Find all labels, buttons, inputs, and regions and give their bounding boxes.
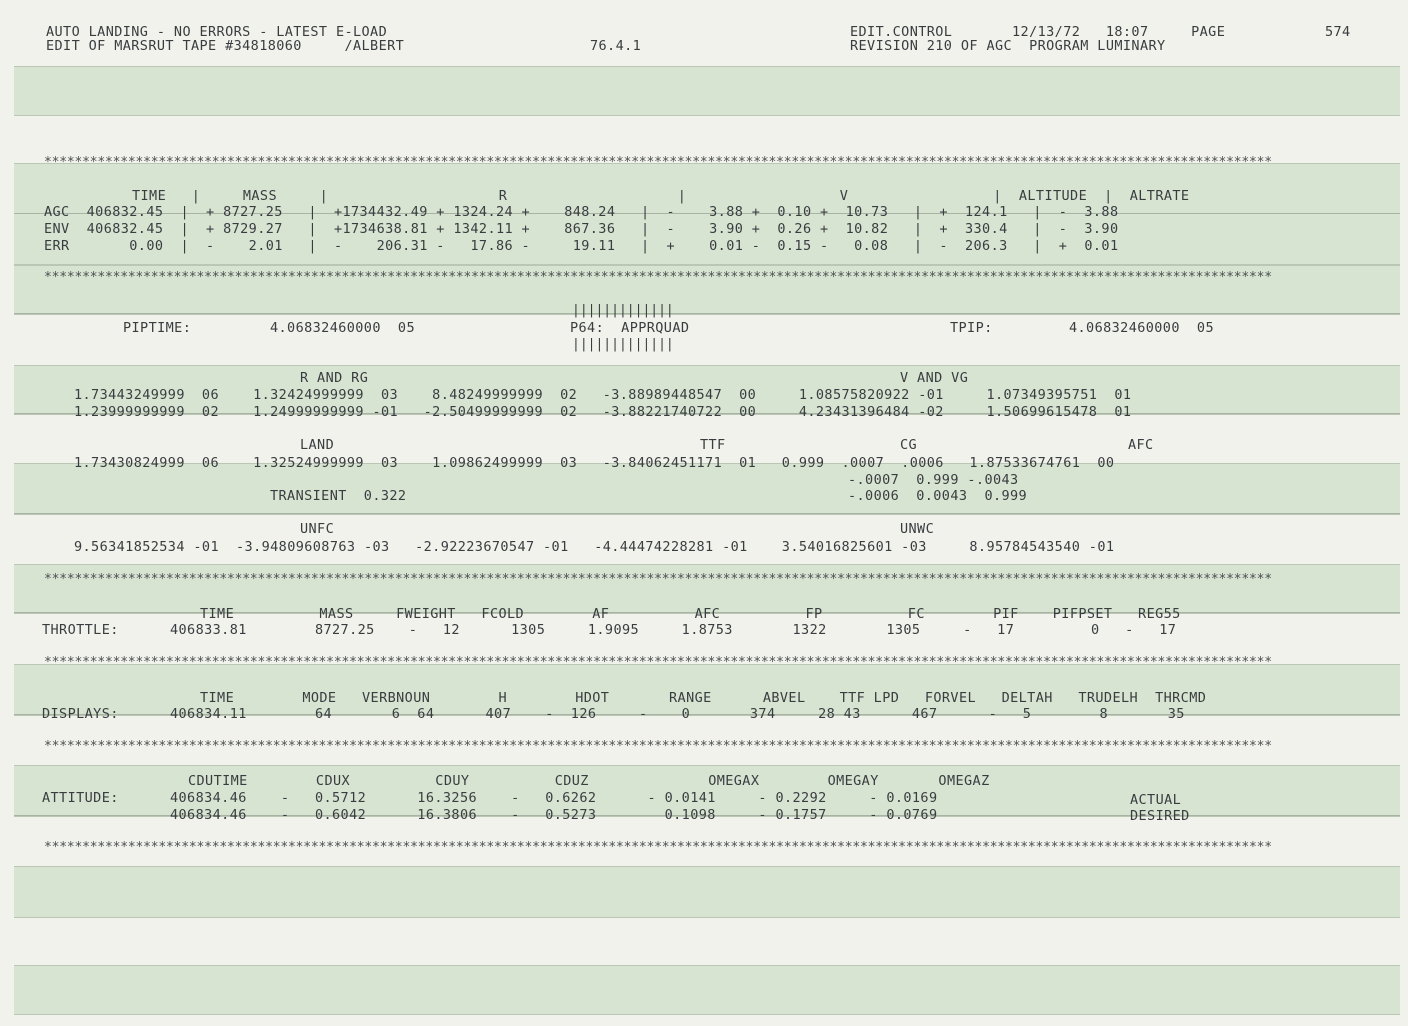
guidance-row-4: 9.56341852534 -01 -3.94809608763 -03 -2.92223670547 -01 -4.44474228281 -01 3.54016825601 -03 8.95784543540 -01 (74, 539, 1115, 555)
land-label: LAND (300, 437, 335, 453)
unwc-label: UNWC (900, 521, 935, 537)
star-separator: ***************************************************************************************************************************************************************** (44, 572, 1272, 587)
displays-values: 406834.11 64 6 64 407 - 126 - 0 374 28 43 467 - 5 8 35 (170, 706, 1185, 722)
v-and-vg-label: V AND VG (900, 370, 969, 386)
throttle-headers: TIME MASS FWEIGHT FCOLD AF AFC FP FC PIF PIFPSET REG55 (200, 606, 1181, 622)
attitude-desired-label: DESIRED (1130, 808, 1190, 824)
star-separator: ***************************************************************************************************************************************************************** (44, 270, 1272, 285)
throttle-label: THROTTLE: (42, 622, 119, 638)
header-title: AUTO LANDING - NO ERRORS - LATEST E-LOAD (46, 24, 388, 40)
tick-marks-top: ||||||||||||| (572, 303, 674, 318)
guidance-row-1: 1.73443249999 06 1.32424999999 03 8.48249999999 02 -3.88989448547 00 1.08575820922 -01 1.07349395751 01 (74, 387, 1132, 403)
header-revision: REVISION 210 OF AGC PROGRAM LUMINARY (850, 38, 1166, 54)
program-label: P64: APPRQUAD (570, 320, 690, 336)
ttf-label: TTF (700, 437, 726, 453)
guidance-row-3: 1.73430824999 06 1.32524999999 03 1.09862499999 03 -3.84062451171 01 0.999 .0007 .0006 1.87533674761 00 (74, 455, 1115, 471)
cg-label: CG (900, 437, 918, 453)
header-edit-control: EDIT.CONTROL 12/13/72 18:07 PAGE (850, 24, 1226, 40)
unfc-label: UNFC (300, 521, 335, 537)
paper-rule (14, 313, 1400, 314)
paper-band (14, 866, 1400, 918)
tpip-label: TPIP: (950, 320, 993, 336)
tick-marks-bottom: ||||||||||||| (572, 337, 674, 352)
state-row-err: ERR 0.00 | - 2.01 | - 206.31 - 17.86 - 19.11 | + 0.01 - 0.15 - 0.08 | - 206.3 | + 0.01 (44, 238, 1119, 254)
displays-headers: TIME MODE VERBNOUN H HDOT RANGE ABVEL TTF LPD FORVEL DELTAH TRUDELH THRCMD (200, 690, 1207, 706)
afc-label: AFC (1128, 437, 1154, 453)
star-separator: ***************************************************************************************************************************************************************** (44, 655, 1272, 670)
page-number: 574 (1325, 24, 1351, 40)
attitude-headers: CDUTIME CDUX CDUY CDUZ OMEGAX OMEGAY OMEGAZ (188, 773, 990, 789)
state-row-agc: AGC 406832.45 | + 8727.25 | +1734432.49 + 1324.24 + 848.24 | - 3.88 + 0.10 + 10.73 | + 124.1 | - 3.88 (44, 204, 1119, 220)
transient-value: TRANSIENT 0.322 (270, 488, 407, 504)
displays-label: DISPLAYS: (42, 706, 119, 722)
throttle-values: 406833.81 8727.25 - 12 1305 1.9095 1.8753 1322 1305 - 17 0 - 17 (170, 622, 1177, 638)
piptime-label: PIPTIME: (123, 320, 192, 336)
attitude-actual-label: ACTUAL (1130, 792, 1182, 808)
star-separator: ***************************************************************************************************************************************************************** (44, 739, 1272, 754)
header-code: 76.4.1 (590, 38, 642, 54)
cg-matrix-row-3: -.0006 0.0043 0.999 (848, 488, 1028, 504)
r-and-rg-label: R AND RG (300, 370, 369, 386)
paper-rule (14, 513, 1400, 514)
star-separator: ***************************************************************************************************************************************************************** (44, 155, 1272, 170)
piptime-value: 4.06832460000 05 (270, 320, 415, 336)
attitude-actual-row: 406834.46 - 0.5712 16.3256 - 0.6262 - 0.0141 - 0.2292 - 0.0169 (170, 790, 938, 806)
state-table-header: TIME | MASS | R | V | ALTITUDE | ALTRATE (132, 188, 1190, 204)
attitude-desired-row: 406834.46 - 0.6042 16.3806 - 0.5273 0.1098 - 0.1757 - 0.0769 (170, 807, 938, 823)
paper-band (14, 66, 1400, 116)
header-subtitle: EDIT OF MARSRUT TAPE #34818060 /ALBERT (46, 38, 405, 54)
attitude-label: ATTITUDE: (42, 790, 119, 806)
paper-band (14, 965, 1400, 1015)
star-separator: ***************************************************************************************************************************************************************** (44, 840, 1272, 855)
state-row-env: ENV 406832.45 | + 8729.27 | +1734638.81 + 1342.11 + 867.36 | - 3.90 + 0.26 + 10.82 | + 330.4 | - 3.90 (44, 221, 1119, 237)
guidance-row-2: 1.23999999999 02 1.24999999999 -01 -2.50499999999 02 -3.88221740722 00 4.23431396484 -02 1.50699615478 01 (74, 404, 1132, 420)
cg-matrix-row-2: -.0007 0.999 -.0043 (848, 472, 1019, 488)
tpip-value: 4.06832460000 05 (1069, 320, 1214, 336)
